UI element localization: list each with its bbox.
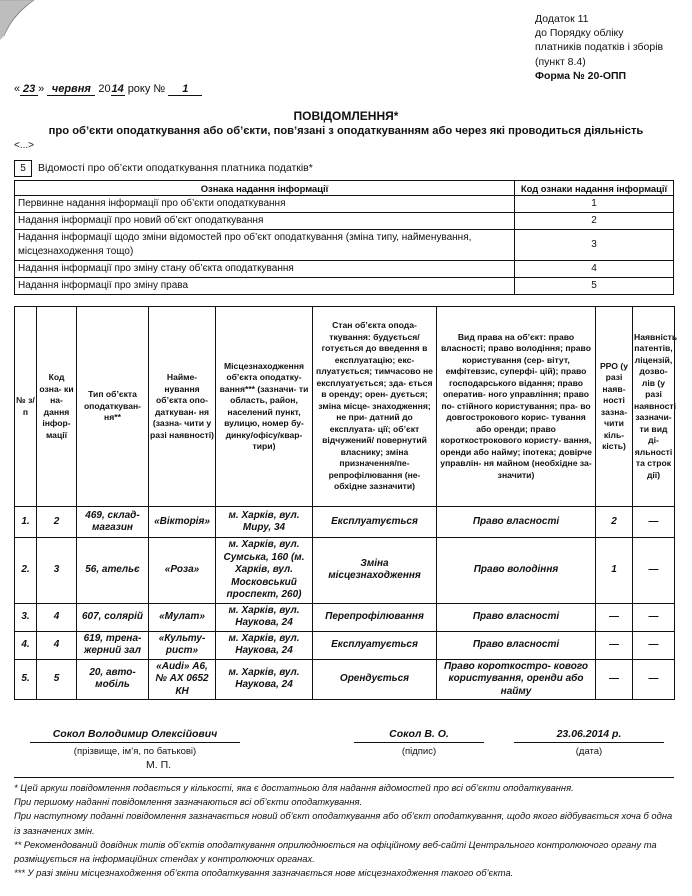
sign-table-row — [15, 213, 674, 230]
row-sign-code: 4 — [37, 603, 77, 631]
sign-label: Надання інформації про зміну стану об’єкта оподаткування — [15, 261, 515, 278]
object-name: «Мулат» — [149, 603, 216, 631]
date-day: 23 — [20, 83, 38, 96]
object-permits: — — [633, 659, 675, 700]
object-rro: 1 — [596, 538, 633, 604]
object-permits: — — [633, 631, 675, 659]
objects-header-type: Тип об’єкта оподаткуван- ня** — [77, 307, 149, 507]
objects-header-state: Стан об’єкта опода- ткування: будується/ готується до введення в експлуатацію; екс- плуатується; тимчасово не експлуатується; зда- ється в оренду; орен- дується; зміна місце- знаходження; не при- датний до експлуата- ції; об’єкт відчужений/ повернутий власнику; зміна призначення/пе- репрофілювання (не- обхідне зазначити) — [313, 307, 437, 507]
object-permits: — — [633, 507, 675, 538]
signature-field — [354, 728, 484, 757]
date-year-word: року № — [127, 83, 166, 95]
sign-label: Надання інформації про зміну права — [15, 278, 515, 295]
footnote-5: *** У разі зміни місцезнаходження об’єкта оподаткування зазначається нове місцезнаходження такого об’єкта. — [14, 867, 514, 879]
signature-caption: (підпис) — [401, 746, 437, 757]
object-state: Експлуатується — [313, 507, 437, 538]
date-close-quote: » — [38, 83, 45, 95]
signature-value: Сокол В. О. — [354, 728, 484, 743]
page-curl-icon — [0, 0, 40, 40]
appendix-line-1: Додаток 11 — [535, 13, 589, 25]
sign-code: 4 — [515, 261, 674, 278]
row-sign-code: 3 — [37, 538, 77, 604]
object-rro: 2 — [596, 507, 633, 538]
row-number: 3. — [15, 603, 37, 631]
date-field — [514, 728, 664, 757]
page-subtitle: про об’єкти оподаткування або об’єкти, пов’язані з оподаткуванням або через які проводиться діяльність — [48, 125, 644, 137]
signatures-block — [14, 728, 674, 776]
sign-code: 2 — [515, 213, 674, 230]
object-type: 619, трена- жерний зал — [77, 631, 149, 659]
document-number: 1 — [168, 83, 202, 96]
row-number: 5. — [15, 659, 37, 700]
sign-table-row — [15, 230, 674, 261]
objects-header-right: Вид права на об’єкт: право власності; право володіння; право користування (сер- вітут, емфітевзис, суперфі- цій); право господарського відання; право оператив- ного управління; право по- стійного користування; пра- во довгострокового корис- тування або оренди; право короткострокового користу- вання, оренди або найму; іпотека; довірче управлін- ня майном (необхідне за- значити) — [437, 307, 596, 507]
object-permits: — — [633, 538, 675, 604]
object-right: Право власності — [437, 507, 596, 538]
object-rro: — — [596, 659, 633, 700]
object-right: Право володіння — [437, 538, 596, 604]
object-name: «Audi» А6, № АХ 0652 КН — [149, 659, 216, 700]
sign-table-row — [15, 261, 674, 278]
section-header — [14, 160, 313, 177]
object-name: «Роза» — [149, 538, 216, 604]
object-location: м. Харків, вул. Сумська, 160 (м. Харків, вул. Московський проспект, 260) — [216, 538, 313, 604]
object-location: м. Харків, вул. Наукова, 24 — [216, 603, 313, 631]
object-state: Перепрофілювання — [313, 603, 437, 631]
table-row — [15, 507, 675, 538]
footnote-2: При першому наданні повідомлення зазначаються всі об’єкти оподаткування. — [14, 796, 363, 808]
appendix-line-3: платників податків і зборів — [535, 41, 664, 54]
sign-table — [14, 180, 674, 295]
sign-label: Надання інформації про новий об’єкт оподаткування — [15, 213, 515, 230]
date-month: червня — [47, 83, 95, 96]
object-type: 56, ательє — [77, 538, 149, 604]
objects-header-code: Код озна- ки на- дання інфор- мації — [37, 307, 77, 507]
object-rro: — — [596, 631, 633, 659]
footnote-1: * Цей аркуш повідомлення подається у кількості, яка є достатньою для надання відомостей про всі об’єкти оподаткування. — [14, 782, 574, 793]
sign-table-header-sign: Ознака надання інформації — [15, 181, 515, 196]
signatory-name-caption: (прізвище, ім’я, по батькові) — [73, 746, 197, 757]
object-state: Експлуатується — [313, 631, 437, 659]
appendix-line-4: (пункт 8.4) — [535, 55, 586, 68]
appendix-reference — [535, 12, 663, 83]
row-sign-code: 5 — [37, 659, 77, 700]
date-year-prefix: 20 — [98, 83, 111, 95]
signatory-name-field — [30, 728, 240, 757]
object-state: Зміна місцезнаходження — [313, 538, 437, 604]
date-year-suffix: 14 — [111, 83, 124, 95]
sign-code: 1 — [515, 196, 674, 213]
form-number: Форма № 20-ОПП — [535, 69, 627, 82]
sign-table-row — [15, 196, 674, 213]
sign-code: 5 — [515, 278, 674, 295]
sign-table-header-code: Код ознаки надання інформації — [515, 181, 674, 196]
page-title: ПОВІДОМЛЕННЯ* — [293, 109, 399, 123]
omission-mark: <...> — [14, 140, 35, 151]
object-location: м. Харків, вул. Наукова, 24 — [216, 659, 313, 700]
objects-header-location: Місцезнаходження об’єкта оподатку- вання*** (зазначи- ти область, район, населений пункт, вулицю, номер бу- динку/офісу/квар- тири) — [216, 307, 313, 507]
object-type: 607, солярій — [77, 603, 149, 631]
date-caption: (дата) — [575, 746, 603, 757]
footnote-3: При наступному поданні повідомлення зазначається новий об’єкт оподаткування або об’єкт оподаткування, щодо якого відбувається хоча б одна із зазначених змін. — [14, 810, 673, 836]
table-row — [15, 631, 675, 659]
table-row — [15, 603, 675, 631]
table-row — [15, 659, 675, 700]
sign-label: Надання інформації щодо зміни відомостей про об’єкт оподаткування (зміна типу, найменування, місцезнаходження тощо) — [15, 230, 515, 261]
object-right: Право короткостро- кового користування, оренди або найму — [437, 659, 596, 700]
object-location: м. Харків, вул. Наукова, 24 — [216, 631, 313, 659]
sign-label: Первинне надання інформації про об’єкти оподаткування — [15, 196, 515, 213]
object-right: Право власності — [437, 603, 596, 631]
row-number: 2. — [15, 538, 37, 604]
row-number: 4. — [15, 631, 37, 659]
object-type: 20, авто- мобіль — [77, 659, 149, 700]
object-rro: — — [596, 603, 633, 631]
object-name: «Вікторія» — [149, 507, 216, 538]
stamp-place: М. П. — [146, 759, 172, 771]
objects-header-name: Найме- нування об’єкта опо- даткуван- ня (зазна- чити у разі наявності) — [149, 307, 216, 507]
footnote-4: ** Рекомендований довідник типів об’єктів оподаткування оприлюднюється на офіційному веб-сайті Центрального контролюючого органу та розміщується на інформаційних стендах у контролюючих органах. — [14, 838, 657, 865]
object-name: «Культу- рист» — [149, 631, 216, 659]
objects-header-permits: Наявність патентів, ліцензій, дозво- лів (у разі наявності зазначи- ти вид ді- яльності та строк дії) — [633, 307, 675, 507]
object-permits: — — [633, 603, 675, 631]
object-state: Орендується — [313, 659, 437, 700]
date-open-quote: « — [14, 83, 21, 95]
objects-header-rro: РРО (у разі наяв- ності зазна- чити кіль- кість) — [596, 307, 633, 507]
section-number: 5 — [14, 160, 32, 177]
footnotes — [14, 781, 676, 880]
objects-table — [14, 306, 678, 700]
sign-code: 3 — [515, 230, 674, 261]
signature-date: 23.06.2014 р. — [514, 728, 664, 743]
row-sign-code: 2 — [37, 507, 77, 538]
object-right: Право власності — [437, 631, 596, 659]
table-row — [15, 538, 675, 604]
row-sign-code: 4 — [37, 631, 77, 659]
signatory-name: Сокол Володимир Олексійович — [30, 728, 240, 743]
object-location: м. Харків, вул. Миру, 34 — [216, 507, 313, 538]
appendix-line-2: до Порядку обліку — [535, 27, 624, 40]
section-title: Відомості про об’єкти оподаткування платника податків* — [38, 162, 313, 174]
object-type: 469, склад- магазин — [77, 507, 149, 538]
sign-table-row — [15, 278, 674, 295]
divider — [14, 777, 674, 778]
objects-header-no: № з/п — [15, 307, 37, 507]
row-number: 1. — [15, 507, 37, 538]
document-date-line — [14, 83, 202, 96]
